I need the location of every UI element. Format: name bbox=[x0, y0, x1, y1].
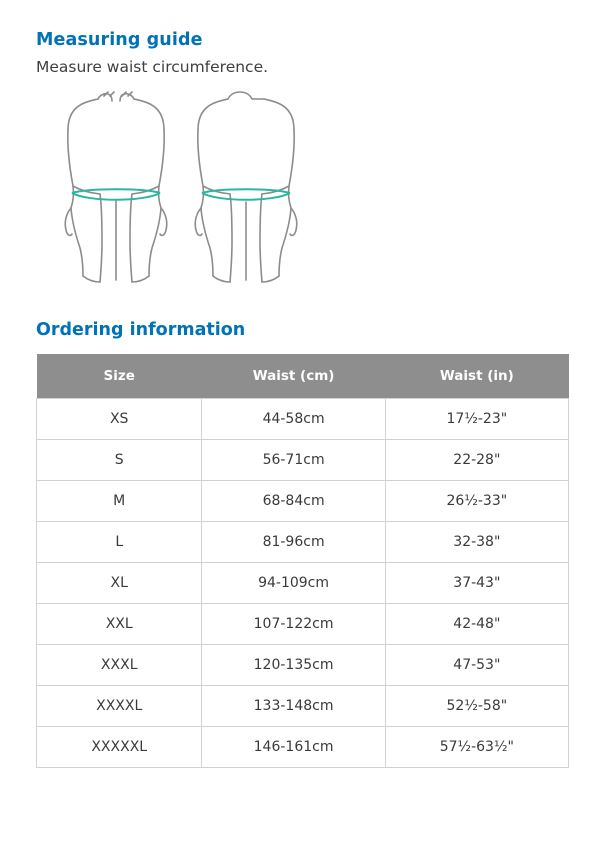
cell-waist-in: 26½-33" bbox=[385, 481, 568, 522]
cell-waist-in: 52½-58" bbox=[385, 686, 568, 727]
cell-waist-cm: 120-135cm bbox=[202, 645, 385, 686]
cell-waist-cm: 81-96cm bbox=[202, 522, 385, 563]
waist-measure-line-right bbox=[202, 189, 290, 200]
size-table bbox=[36, 354, 569, 768]
cell-size: XL bbox=[37, 563, 202, 604]
table-row bbox=[37, 563, 569, 604]
table-header-size: Size bbox=[37, 354, 202, 399]
cell-waist-cm: 94-109cm bbox=[202, 563, 385, 604]
table-row bbox=[37, 604, 569, 645]
cell-waist-cm: 146-161cm bbox=[202, 727, 385, 768]
figure-front-view bbox=[195, 92, 297, 282]
table-header-waist-in: Waist (in) bbox=[385, 354, 568, 399]
cell-size: M bbox=[37, 481, 202, 522]
ordering-information-title: Ordering information bbox=[36, 320, 246, 340]
cell-waist-cm: 56-71cm bbox=[202, 440, 385, 481]
table-header-waist-cm: Waist (cm) bbox=[202, 354, 385, 399]
table-row bbox=[37, 399, 569, 440]
cell-waist-cm: 68-84cm bbox=[202, 481, 385, 522]
cell-waist-in: 32-38" bbox=[385, 522, 568, 563]
table-row bbox=[37, 727, 569, 768]
cell-waist-in: 57½-63½" bbox=[385, 727, 568, 768]
waist-measure-line-left bbox=[72, 189, 160, 200]
measuring-guide-title: Measuring guide bbox=[36, 30, 203, 50]
table-row bbox=[37, 645, 569, 686]
table-row bbox=[37, 522, 569, 563]
cell-waist-in: 17½-23" bbox=[385, 399, 568, 440]
cell-size: XXXXL bbox=[37, 686, 202, 727]
table-row bbox=[37, 440, 569, 481]
measuring-guide-instruction: Measure waist circumference. bbox=[36, 58, 269, 76]
cell-size: L bbox=[37, 522, 202, 563]
cell-size: XXL bbox=[37, 604, 202, 645]
table-row bbox=[37, 481, 569, 522]
cell-waist-in: 37-43" bbox=[385, 563, 568, 604]
cell-waist-in: 42-48" bbox=[385, 604, 568, 645]
cell-size: XS bbox=[37, 399, 202, 440]
cell-size: S bbox=[37, 440, 202, 481]
cell-waist-cm: 44-58cm bbox=[202, 399, 385, 440]
cell-size: XXXL bbox=[37, 645, 202, 686]
cell-waist-in: 22-28" bbox=[385, 440, 568, 481]
cell-size: XXXXXL bbox=[37, 727, 202, 768]
torso-measurement-illustration bbox=[36, 90, 569, 294]
figure-back-view bbox=[65, 92, 167, 282]
table-header-row bbox=[37, 354, 569, 399]
cell-waist-in: 47-53" bbox=[385, 645, 568, 686]
cell-waist-cm: 133-148cm bbox=[202, 686, 385, 727]
cell-waist-cm: 107-122cm bbox=[202, 604, 385, 645]
body-figures-svg bbox=[38, 90, 338, 290]
table-row bbox=[37, 686, 569, 727]
